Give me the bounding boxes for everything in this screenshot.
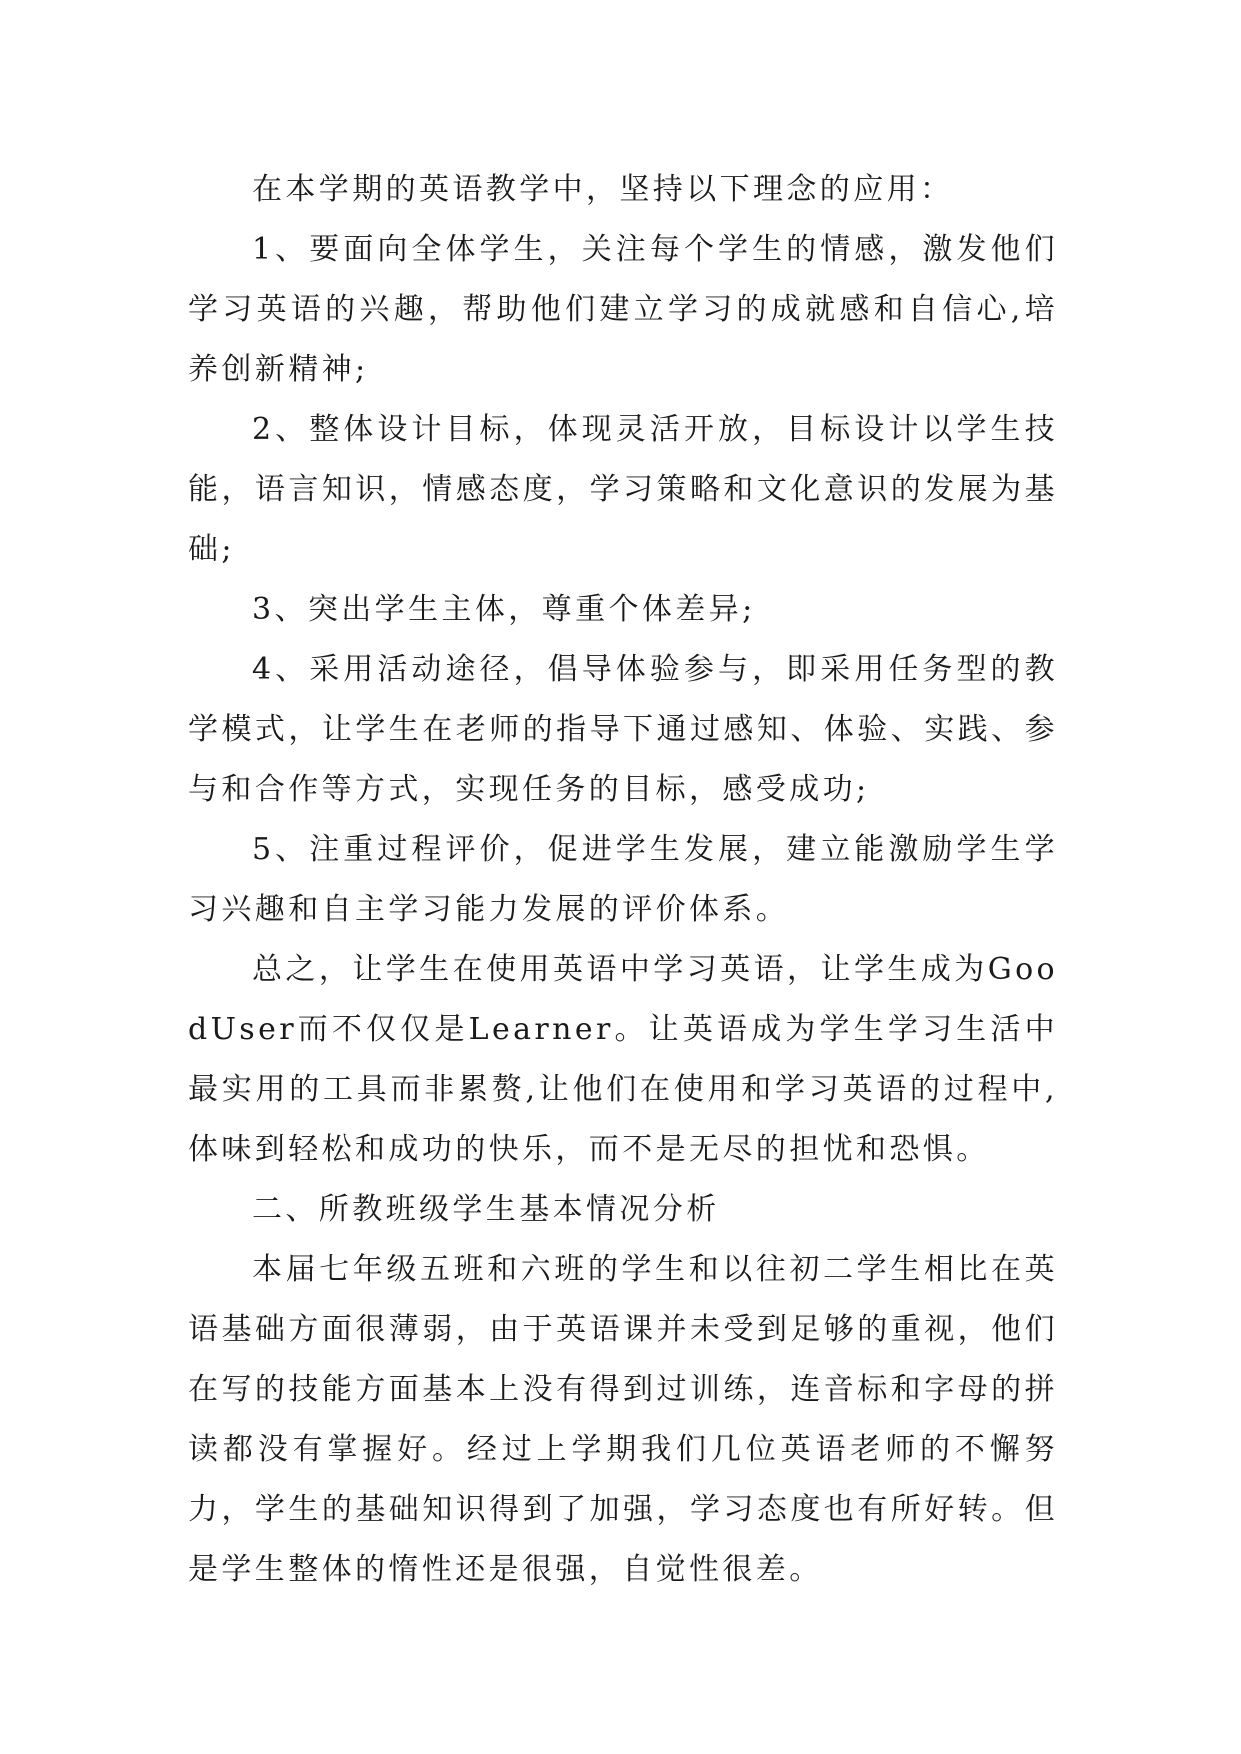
section-heading: 二、所教班级学生基本情况分析 xyxy=(252,1192,720,1227)
paragraph-item-1: 1、要面向全体学生，关注每个学生的情感，激发他们学习英语的兴趣，帮助他们建立学习的成就感和自信心,培养创新精神; xyxy=(188,232,1058,387)
paragraph-intro: 在本学期的英语教学中，坚持以下理念的应用： xyxy=(252,172,954,207)
paragraph-summary: 总之，让学生在使用英语中学习英语，让学生成为GoodUser而不仅仅是Learner。让英语成为学生学习生活中最实用的工具而非累赘,让他们在使用和学习英语的过程中,体味到轻松和成功的快乐，而不是无尽的担忧和恐惧。 xyxy=(188,952,1058,1167)
paragraph-item-2: 2、整体设计目标，体现灵活开放，目标设计以学生技能，语言知识，情感态度，学习策略和文化意识的发展为基础; xyxy=(188,412,1058,567)
document-page xyxy=(188,160,1058,1600)
paragraph-class-analysis: 本届七年级五班和六班的学生和以往初二学生相比在英语基础方面很薄弱，由于英语课并未受到足够的重视，他们在写的技能方面基本上没有得到过训练，连音标和字母的拼读都没有掌握好。经过上学期我们几位英语老师的不懈努力，学生的基础知识得到了加强，学习态度也有所好转。但是学生整体的惰性还是很强，自觉性很差。 xyxy=(188,1252,1058,1587)
paragraph-item-3: 3、突出学生主体，尊重个体差异; xyxy=(252,592,756,627)
paragraph-item-4: 4、采用活动途径，倡导体验参与，即采用任务型的教学模式，让学生在老师的指导下通过感知、体验、实践、参与和合作等方式，实现任务的目标，感受成功; xyxy=(188,652,1058,807)
paragraph-item-5: 5、注重过程评价，促进学生发展，建立能激励学生学习兴趣和自主学习能力发展的评价体系。 xyxy=(188,832,1058,927)
